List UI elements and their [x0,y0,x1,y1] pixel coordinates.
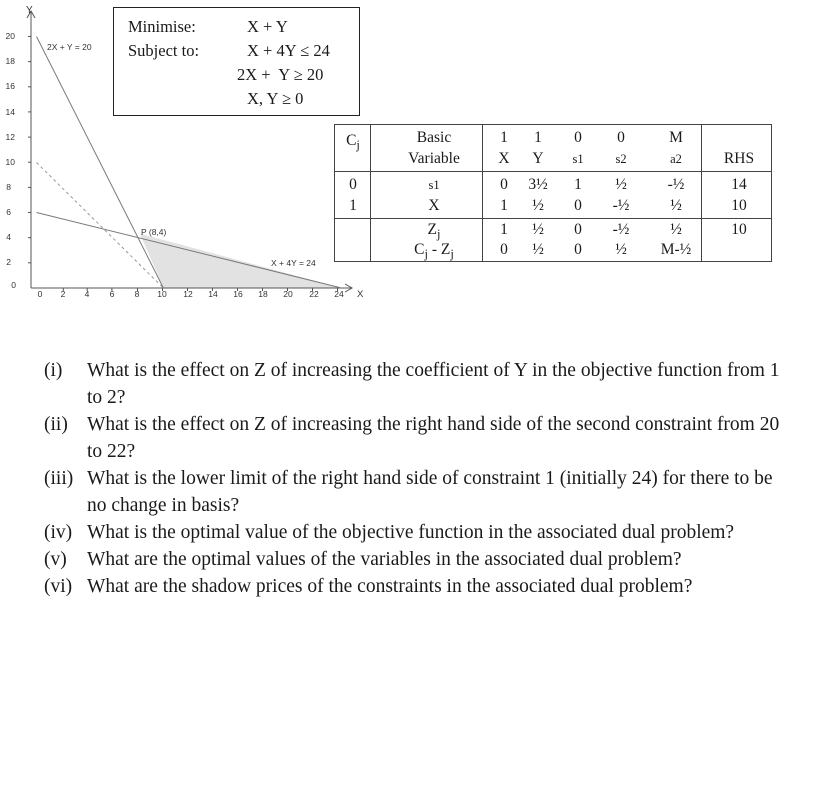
x-tick-label: 2 [60,289,66,299]
question-text: What are the optimal values of the variables in the associated dual problem? [87,549,682,570]
var-s1: s1 [572,152,584,166]
y-tick-label: 12 [5,132,15,142]
constraint-1: X + 4Y ≤ 24 [247,41,330,60]
point-label: P (8,4) [141,227,167,237]
x-tick-label: 8 [134,289,140,299]
question-item [44,465,794,519]
question-item [44,357,794,411]
row2-x: 1 [500,197,508,214]
x-axis-label: X [357,289,364,300]
row1-rhs: 14 [731,176,747,193]
row2-basis: X [428,197,440,214]
question-text: What is the effect on Z of increasing the coefficient of Y in the objective function from 1 to 2? [87,360,780,408]
question-item [44,546,794,573]
x-tick-label: 16 [233,289,243,299]
y-tick-label: 16 [5,81,15,91]
row2-cb: 1 [349,197,357,214]
zj-a2: ½ [670,221,682,238]
zj-label: $Z_j$ [427,221,441,242]
row1-x: 0 [500,176,508,193]
lp-formulation-box [113,7,360,116]
zj-x: 1 [500,221,508,238]
row1-basis: s1 [428,178,440,192]
question-number: (vi) [44,576,73,597]
row1-s1: 1 [574,176,582,193]
tableau-divider [701,125,702,261]
variable-header: Variable [408,150,460,167]
x-tick-labels [38,289,344,299]
objective-line-dashed [37,163,164,289]
y-tick-label: 4 [6,232,11,242]
cj-zj-x: 0 [500,241,508,258]
y-tick-labels [6,31,17,290]
var-x: X [498,150,510,167]
zj-s1: 0 [574,221,582,238]
x-tick-label: 4 [84,289,90,299]
simplex-tableau [334,124,772,262]
line1-label: 2X + Y = 20 [47,42,92,52]
cost-a2: M [669,129,683,146]
constraint-2: 2X + Y ≥ 20 [237,65,324,84]
question-number: (iii) [44,468,74,489]
cj-zj-label: $C_j - Z_j$ [414,241,454,262]
tableau-divider [335,171,771,172]
x-tick-label: 24 [334,289,344,299]
x-tick-label: 6 [109,289,115,299]
objective-function: X + Y [247,17,288,36]
row1-cb: 0 [349,176,357,193]
cost-s1: 0 [574,129,582,146]
question-item [44,411,794,465]
y-tick-label: 18 [5,56,15,66]
y-tick-label: 6 [6,207,11,217]
question-item [44,573,794,600]
line2-label: X + 4Y = 24 [271,258,316,268]
y-tick-label: 20 [5,31,15,41]
y-tick-label: 8 [6,182,11,192]
question-number: (iv) [44,522,73,543]
y-tick-label: 14 [5,107,15,117]
question-item [44,519,794,546]
minimise-label: Minimise: [128,17,196,36]
cost-s2: 0 [617,129,625,146]
question-number: (i) [44,360,63,381]
cj-zj-s1: 0 [574,241,582,258]
subject-to-label: Subject to: [128,41,200,60]
row2-y: ½ [532,197,544,214]
row1-s2: ½ [615,176,627,193]
y-tick-label: 0 [11,280,16,290]
question-text: What are the shadow prices of the constraints in the associated dual problem? [87,576,693,597]
basic-header: Basic [416,129,452,146]
cost-y: 1 [534,129,542,146]
var-a2: a2 [670,152,682,166]
question-number: (v) [44,549,67,570]
cj-header: $C_j$ [346,132,360,153]
non-negativity-constraint: X, Y ≥ 0 [247,89,304,108]
var-y: Y [532,150,544,167]
question-text: What is the effect on Z of increasing the right hand side of the second constraint from 20 to 22? [87,414,780,462]
row2-a2: ½ [670,197,682,214]
zj-rhs: 10 [731,221,747,238]
x-tick-label: 18 [258,289,268,299]
cj-zj-a2: M-½ [660,241,692,258]
rhs-header: RHS [723,150,755,167]
row1-y: 3½ [528,176,548,193]
x-tick-label: 10 [157,289,167,299]
x-tick-label: 14 [208,289,218,299]
y-tick-label: 2 [6,257,11,267]
cost-x: 1 [500,129,508,146]
tableau-divider [370,125,371,261]
cj-zj-y: ½ [532,241,544,258]
y-axis-label: Y [26,5,33,16]
x-tick-label: 12 [183,289,193,299]
row2-s1: 0 [574,197,582,214]
row2-s2: -½ [612,197,630,214]
question-text: What is the lower limit of the right hand side of constraint 1 (initially 24) for there to be no change in basis? [87,468,773,516]
question-list [44,357,794,600]
zj-s2: -½ [612,221,630,238]
y-tick-label: 10 [5,157,15,167]
tableau-divider [335,218,771,219]
question-number: (ii) [44,414,68,435]
tableau-divider [482,125,483,261]
var-s2: s2 [615,152,627,166]
row1-a2: -½ [667,176,685,193]
zj-y: ½ [532,221,544,238]
row2-rhs: 10 [731,197,747,214]
question-text: What is the optimal value of the objective function in the associated dual problem? [87,522,735,543]
cj-zj-s2: ½ [615,241,627,258]
x-tick-label: 22 [309,289,319,299]
x-tick-label: 20 [283,289,293,299]
x-tick-label: 0 [37,289,43,299]
